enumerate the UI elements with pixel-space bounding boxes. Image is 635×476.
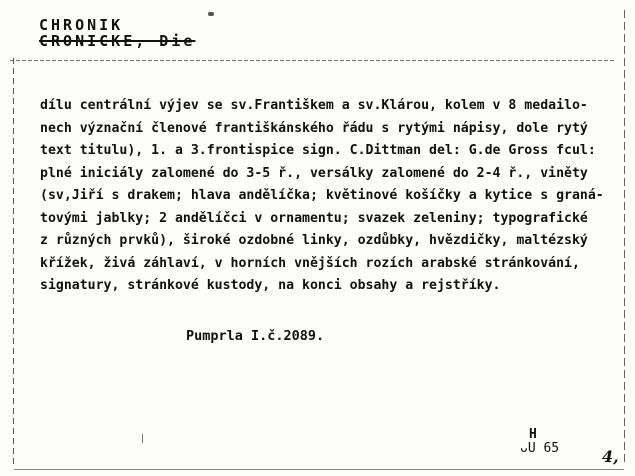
- description-line: z různých prvků), široké ozdobné linky, ozdůbky, hvězdičky, maltézský: [40, 233, 588, 248]
- description-line: plné iniciály zalomené do 3-5 ř., versálky zalomené do 2-4 ř., viněty: [40, 165, 588, 181]
- handwritten-mark: 4,: [602, 447, 619, 466]
- description-line: (sv,Jiří s drakem; hlava andělíčka; květinové košíčky a kytice s graná-: [40, 188, 604, 203]
- description-line: nech význační členové františkánského řádu s rytými nápisy, dole rytý: [40, 120, 588, 136]
- bibliographic-reference: Pumprla I.č.2089.: [186, 328, 325, 344]
- description-text: [40, 95, 604, 298]
- description-line: dílu centrální výjev se sv.Františkem a sv.Klárou, kolem v 8 medailo-: [40, 98, 588, 113]
- shelfmark-line2: ᴗU 65: [520, 441, 560, 456]
- ink-speck: [208, 12, 214, 16]
- pencil-tick: [142, 434, 143, 443]
- heading-title: CHRONIK: [39, 16, 124, 34]
- description-line: tovými jablky; 2 andělíčci v ornamentu; svazek zeleniny; typografické: [40, 210, 588, 226]
- description-line: křížek, živá záhlaví, v horních vnějších rozích arabské stránkování,: [40, 255, 580, 271]
- description-line: signatury, stránkové kustody, na konci obsahy a rejstříky.: [40, 278, 501, 293]
- right-edge: [624, 10, 625, 465]
- shelfmark-line1: H: [529, 427, 537, 442]
- top-rule: [10, 60, 616, 61]
- shelfmark: [520, 428, 559, 456]
- description-line: text titulu), 1. a 3.frontispice sign. C.Dittman del: G.de Gross fcul:: [40, 143, 596, 158]
- card-heading: [39, 17, 195, 49]
- left-edge: [13, 58, 14, 468]
- bottom-edge: [14, 469, 624, 470]
- heading-struck-title: CRONICKE, Die: [39, 32, 196, 50]
